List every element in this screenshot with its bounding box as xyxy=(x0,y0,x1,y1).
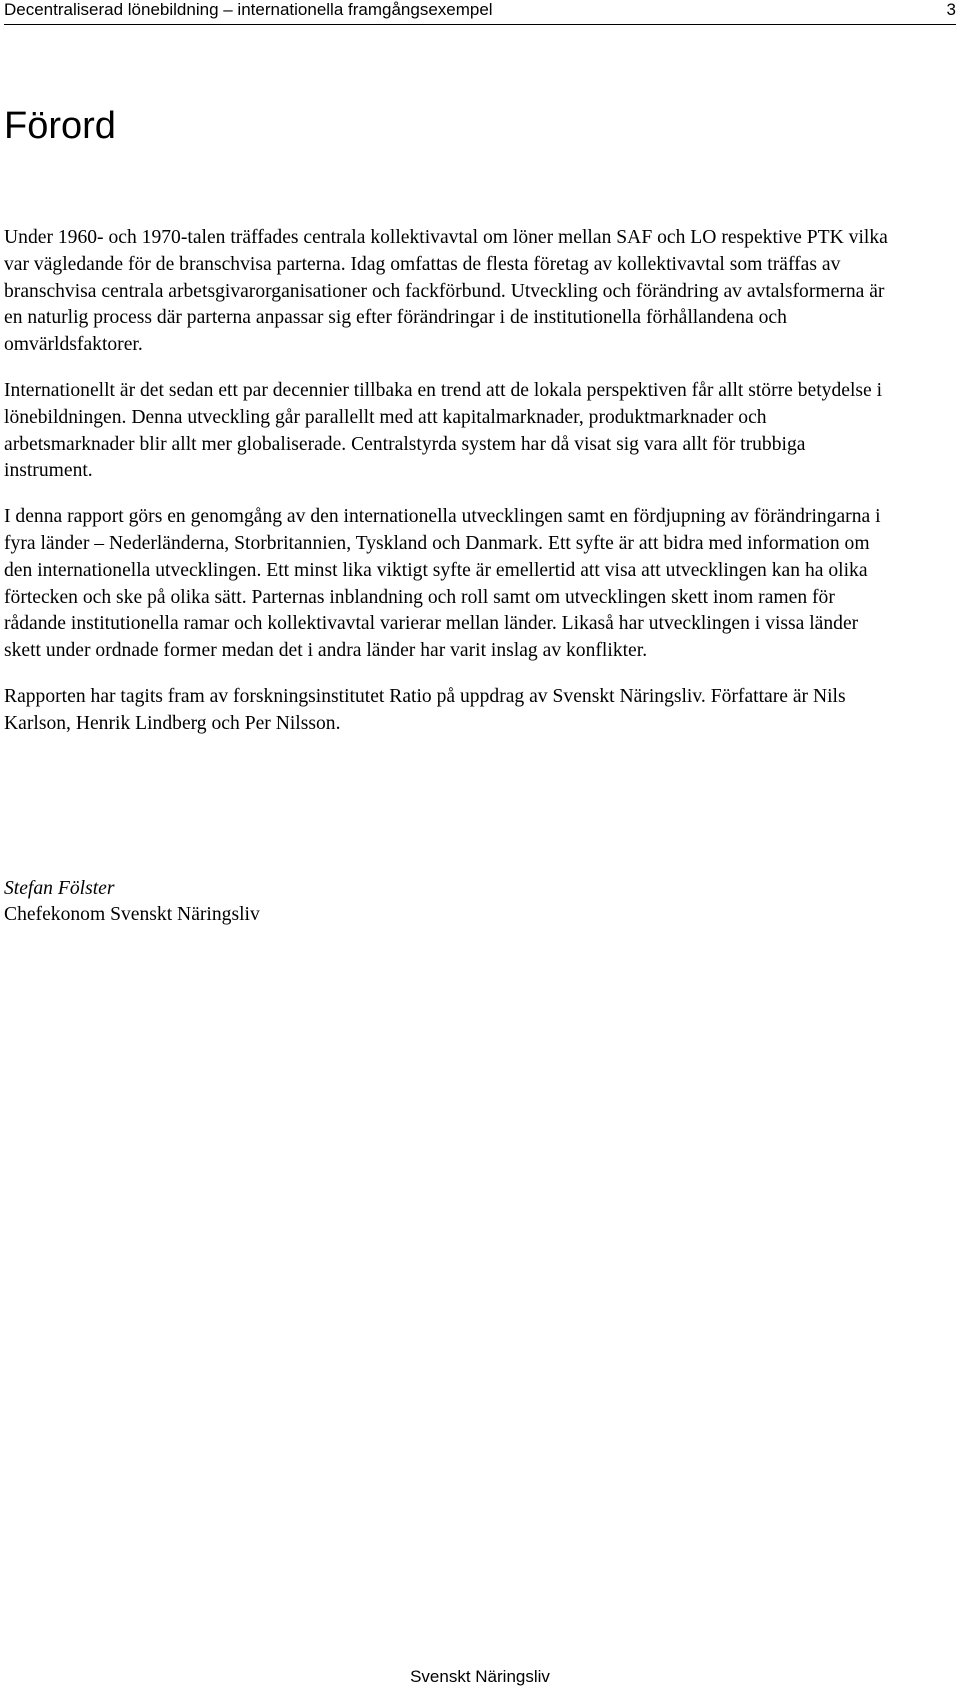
signature-name: Stefan Fölster xyxy=(4,878,115,899)
paragraph: Internationellt är det sedan ett par decennier tillbaka en trend att de lokala perspektiven får allt större betydelse i lönebildningen. Denna utveckling går parallellt med att kapitalmarknader, produktmarknader och arbetsmarknader blir allt mer globaliserade. Centralstyrda system har då visat sig vara allt för trubbiga instrument. xyxy=(4,379,883,482)
paragraph: Under 1960- och 1970-talen träffades centrala kollektivavtal om löner mellan SAF och LO respektive PTK vilka var vägledande för de branschvisa parterna. Idag omfattas de flesta företag av kollektivavtal som träffas av branschvisa centrala arbetsgivarorganisationer och fackförbund. Utveckling och förändring av avtalsformerna är en naturlig process där parterna anpassar sig efter förändringar i de institutionella förhållandena och omvärldsfaktorer. xyxy=(4,227,888,356)
paragraph: I denna rapport görs en genomgång av den internationella utvecklingen samt en fördjupning av förändringarna i fyra länder – Nederländerna, Storbritannien, Tyskland och Danmark. Ett syfte är att bidra med information om den internationella utvecklingen. Ett minst lika viktigt syfte är emellertid att visa att utvecklingen kan ha olika förtecken och ske på olika sätt. Parternas inblandning och roll samt om utvecklingen skett inom ramen för rådande institutionella ramar och kollektivavtal varierar mellan länder. Likaså har utvecklingen i vissa länder skett under ordnade former medan det i andra länder har varit inslag av konflikter. xyxy=(4,506,881,662)
page-number: 3 xyxy=(946,0,956,19)
signature-block xyxy=(4,876,260,928)
page-heading: Förord xyxy=(4,105,116,147)
document-title: Decentraliserad lönebildning – internationella framgångsexempel xyxy=(4,0,493,19)
body-text xyxy=(4,225,896,757)
running-header xyxy=(4,0,956,25)
paragraph: Rapporten har tagits fram av forskningsinstitutet Ratio på uppdrag av Svenskt Näringsliv. Författare är Nils Karlson, Henrik Lindberg och Per Nilsson. xyxy=(4,685,846,734)
page-footer: Svenskt Näringsliv xyxy=(410,1667,550,1686)
signature-title: Chefekonom Svenskt Näringsliv xyxy=(4,904,260,925)
